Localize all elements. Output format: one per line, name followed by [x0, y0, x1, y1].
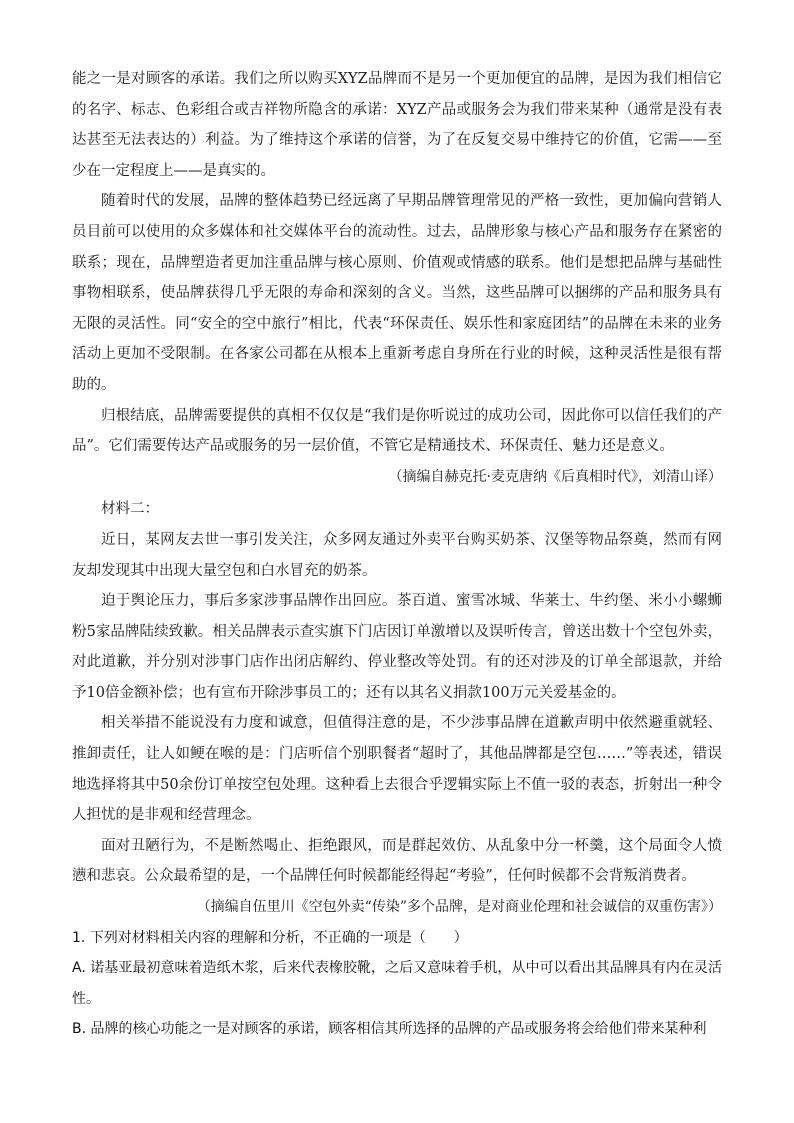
- material2-paragraph-3: 相关举措不能说没有力度和诚意，但值得注意的是，不少涉事品牌在道歉声明中依然避重就轻、推卸责任，让人如鲠在喉的是：门店听信个别职餐者“超时了，其他品牌都是空包……”等表述，错误地选择将其中50余份订单按空包处理。这种看上去很合乎逻辑实际上不值一驳的表态，折射出一种令人担忧的是非观和经营理念。: [72, 715, 722, 824]
- material1-paragraph-continued: 能之一是对顾客的承诺。我们之所以购买XYZ品牌而不是另一个更加便宜的品牌，是因为我们相信它的名字、标志、色彩组合或吉祥物所隐含的承诺：XYZ产品或服务会为我们带来某种（通常是没有表达甚至无法表达的）利益。为了维持这个承诺的信誉，为了在反复交易中维持它的价值，它需——至少在一定程度上——是真实的。: [72, 71, 722, 179]
- material2-paragraph-4: 面对丑陋行为，不是断然喝止、拒绝跟风，而是群起效仿、从乱象中分一杯羹，这个局面令人愤懑和悲哀。公众最希望的是，一个品牌任何时候都能经得起“考验”，任何时候都不会背叛消费者。: [72, 837, 722, 885]
- material2-paragraph-2: 迫于舆论压力，事后多家涉事品牌作出回应。茶百道、蜜雪冰城、华莱士、牛约堡、米小小螺蛳粉5家品牌陆续致歉。相关品牌表示查实旗下门店因订单激增以及误听传言，曾送出数十个空包外卖，对此道歉，并分别对涉事门店作出闭店解约、停业整改等处罚。有的还对涉及的订单全部退款，并给予10倍金额补偿；也有宣布开除涉事员工的；还有以其名义捐款100万元关爱基金的。: [72, 593, 722, 701]
- question-1-option-b: B. 品牌的核心功能之一是对顾客的承诺，顾客相信其所选择的品牌的产品或服务将会给他们带来某种利: [72, 1021, 707, 1038]
- material1-paragraph-3: 归根结底，品牌需要提供的真相不仅仅是“我们是你听说过的成功公司，因此你可以信任我们的产品”。它们需要传达产品或服务的另一层价值，不管它是精通技术、环保责任、魅力还是意义。: [72, 407, 722, 455]
- document-body: [72, 64, 722, 1045]
- material1-paragraph-2: 随着时代的发展，品牌的整体趋势已经远离了早期品牌管理常见的严格一致性，更加偏向营销人员目前可以使用的众多媒体和社交媒体平台的流动性。过去，品牌形象与核心产品和服务存在紧密的联系；现在，品牌塑造者更加注重品牌与核心原则、价值观或情感的联系。他们是想把品牌与基础性事物相联系，使品牌获得几乎无限的寿命和深刻的含义。当然，这些品牌可以捆绑的产品和服务具有无限的灵活性。同“安全的空中旅行”相比，代表“环保责任、娱乐性和家庭团结”的品牌在未来的业务活动上更加不受限制。在各家公司都在从根本上重新考虑自身所在行业的时候，这种灵活性是很有帮助的。: [72, 193, 722, 393]
- material2-paragraph-1: 近日，某网友去世一事引发关注，众多网友通过外卖平台购买奶茶、汉堡等物品祭奠，然而有网友却发现其中出现大量空包和白水冒充的奶茶。: [72, 531, 722, 579]
- question-1-option-a: A. 诺基亚最初意味着造纸木浆，后来代表橡胶靴，之后又意味着手机，从中可以看出其品牌具有内在灵活性。: [72, 960, 722, 1007]
- question-1-stem: 1. 下列对材料相关内容的理解和分析，不正确的一项是（ ）: [72, 929, 468, 946]
- material2-source: （摘编自伍里川《空包外卖“传染”多个品牌，是对商业伦理和社会诚信的双重伤害》）: [196, 899, 722, 916]
- material1-source: （摘编自赫克托·麦克唐纳《后真相时代》，刘清山译）: [388, 468, 722, 485]
- material2-label: 材料二：: [101, 501, 159, 518]
